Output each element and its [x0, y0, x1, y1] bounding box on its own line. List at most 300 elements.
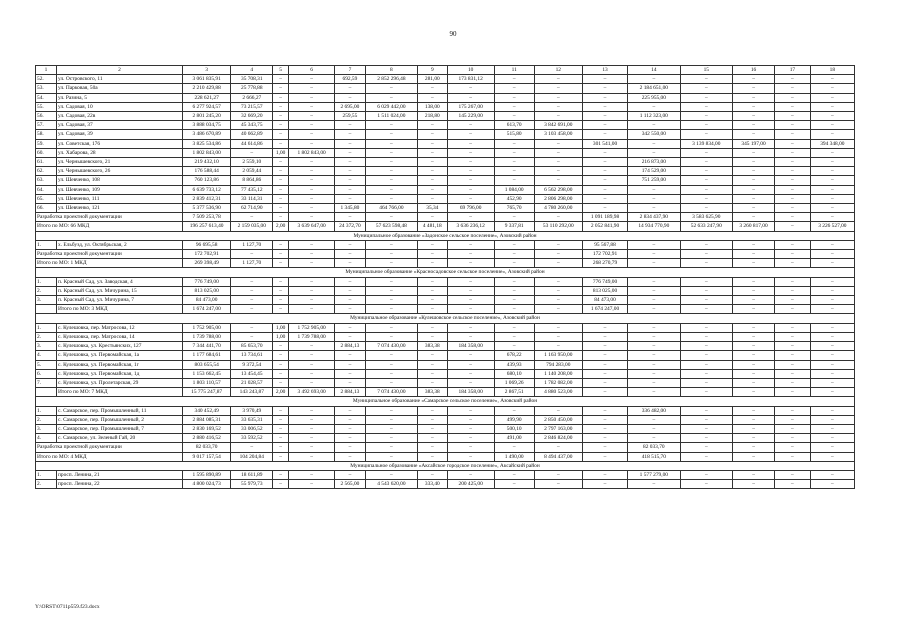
table-cell: –: [810, 470, 854, 479]
section-heading-row: [36, 461, 855, 470]
table-row: [36, 277, 855, 286]
table-cell: –: [628, 102, 680, 111]
table-cell: 692,59: [335, 75, 365, 84]
table-cell: 3 103 458,00: [534, 130, 582, 139]
address-cell: с. Самарское, пер. Промышленный, 7: [57, 424, 183, 433]
table-cell: –: [810, 369, 854, 378]
row-number: 1.: [36, 277, 57, 286]
table-cell: –: [273, 130, 289, 139]
table-row: [36, 480, 855, 489]
table-cell: –: [494, 406, 534, 415]
table-cell: –: [582, 75, 627, 84]
table-cell: –: [534, 296, 582, 305]
table-row: [36, 388, 855, 397]
table-cell: 21 028,57: [231, 378, 273, 387]
table-row: [36, 470, 855, 479]
table-cell: –: [775, 176, 811, 185]
table-row: [36, 286, 855, 295]
table-cell: –: [680, 378, 732, 387]
table-cell: –: [775, 213, 811, 222]
table-cell: –: [733, 93, 775, 102]
table-cell: –: [418, 296, 447, 305]
table-cell: –: [534, 240, 582, 249]
table-cell: –: [775, 84, 811, 93]
table-cell: –: [447, 139, 494, 148]
table-cell: 1 091 189,98: [582, 213, 627, 222]
table-cell: –: [775, 480, 811, 489]
row-number: 66.: [36, 204, 57, 213]
address-cell: ул. Чернышевского, 26: [57, 167, 183, 176]
table-cell: –: [775, 250, 811, 259]
table-cell: –: [273, 240, 289, 249]
table-cell: –: [335, 351, 365, 360]
table-cell: –: [447, 296, 494, 305]
table-cell: –: [418, 84, 447, 93]
table-cell: 6 277 924,57: [182, 102, 230, 111]
table-cell: –: [810, 434, 854, 443]
table-cell: –: [273, 112, 289, 121]
table-row: [36, 351, 855, 360]
address-cell: с. Кулешовка, пер. Матросова, 12: [57, 323, 183, 332]
table-cell: –: [810, 480, 854, 489]
table-cell: –: [273, 424, 289, 433]
table-cell: –: [733, 130, 775, 139]
table-cell: –: [289, 93, 335, 102]
table-cell: –: [273, 139, 289, 148]
table-cell: –: [447, 213, 494, 222]
table-cell: –: [289, 443, 335, 452]
table-row: [36, 158, 855, 167]
table-cell: –: [335, 332, 365, 341]
table-cell: –: [289, 167, 335, 176]
table-cell: –: [680, 158, 732, 167]
table-cell: 3 226 527,00: [810, 222, 854, 231]
table-cell: –: [628, 305, 680, 314]
table-cell: –: [418, 286, 447, 295]
table-cell: –: [680, 185, 732, 194]
table-cell: –: [534, 323, 582, 332]
table-row: [36, 185, 855, 194]
table-cell: –: [775, 185, 811, 194]
table-row: [36, 369, 855, 378]
table-cell: –: [447, 406, 494, 415]
table-cell: –: [534, 259, 582, 268]
table-cell: 2 846 824,00: [534, 434, 582, 443]
table-cell: –: [418, 415, 447, 424]
table-cell: –: [418, 176, 447, 185]
table-cell: –: [733, 204, 775, 213]
table-cell: –: [534, 277, 582, 286]
table-cell: –: [289, 305, 335, 314]
table-cell: –: [810, 167, 854, 176]
table-cell: –: [775, 342, 811, 351]
table-cell: –: [365, 296, 417, 305]
section-heading-row: [36, 231, 855, 240]
table-cell: –: [289, 480, 335, 489]
table-cell: –: [810, 323, 854, 332]
table-cell: –: [494, 112, 534, 121]
table-cell: –: [582, 102, 627, 111]
summary-row: [36, 443, 855, 452]
table-cell: 2 159 035,00: [231, 222, 273, 231]
table-cell: –: [418, 130, 447, 139]
table-cell: 394 348,00: [810, 139, 854, 148]
table-cell: –: [733, 332, 775, 341]
table-cell: –: [273, 204, 289, 213]
table-cell: –: [775, 259, 811, 268]
table-cell: 82 033,70: [182, 443, 230, 452]
table-cell: 1 595 890,89: [182, 470, 230, 479]
table-cell: 196 257 613,40: [182, 222, 230, 231]
table-cell: –: [447, 121, 494, 130]
address-cell: ул. Островского, 11: [57, 75, 183, 84]
column-number-row: [36, 66, 855, 75]
table-cell: –: [775, 102, 811, 111]
column-number: 11: [494, 66, 534, 75]
table-cell: –: [810, 424, 854, 433]
table-cell: –: [273, 277, 289, 286]
table-cell: –: [810, 296, 854, 305]
table-cell: –: [418, 378, 447, 387]
table-cell: 794 283,00: [534, 360, 582, 369]
table-cell: –: [289, 470, 335, 479]
summary-row: [36, 222, 855, 231]
table-cell: –: [534, 342, 582, 351]
table-cell: –: [289, 342, 335, 351]
table-row: [36, 342, 855, 351]
table-cell: –: [418, 360, 447, 369]
table-cell: –: [733, 84, 775, 93]
table-cell: 1 127,70: [231, 259, 273, 268]
table-cell: 3 636 236,12: [447, 222, 494, 231]
row-number: 57.: [36, 121, 57, 130]
table-cell: –: [335, 167, 365, 176]
table-cell: –: [335, 139, 365, 148]
table-cell: –: [335, 121, 365, 130]
table-row: [36, 240, 855, 249]
table-cell: –: [418, 424, 447, 433]
table-cell: –: [775, 452, 811, 461]
table-cell: –: [775, 323, 811, 332]
table-cell: –: [810, 388, 854, 397]
table-cell: –: [733, 470, 775, 479]
table-cell: –: [335, 240, 365, 249]
table-row: [36, 167, 855, 176]
table-cell: –: [810, 93, 854, 102]
table-cell: –: [810, 75, 854, 84]
table-cell: 383,38: [418, 342, 447, 351]
row-number: 52.: [36, 75, 57, 84]
row-number: 58.: [36, 130, 57, 139]
table-cell: 1 069,26: [494, 378, 534, 387]
table-cell: 184 358,00: [447, 388, 494, 397]
table-cell: –: [365, 121, 417, 130]
table-cell: –: [494, 158, 534, 167]
table-cell: 2 839 412,31: [182, 194, 230, 203]
row-number: 2.: [36, 415, 57, 424]
table-cell: –: [733, 121, 775, 130]
table-cell: –: [365, 378, 417, 387]
table-cell: –: [733, 185, 775, 194]
summary-row: [36, 259, 855, 268]
table-cell: 383,38: [418, 388, 447, 397]
row-label: Разработка проектной документации: [36, 250, 183, 259]
table-cell: –: [447, 323, 494, 332]
row-number: 1.: [36, 323, 57, 332]
table-cell: 301 541,00: [582, 139, 627, 148]
table-cell: –: [494, 305, 534, 314]
table-cell: 281,00: [418, 75, 447, 84]
table-cell: –: [289, 213, 335, 222]
table-cell: 418 515,70: [628, 452, 680, 461]
address-cell: с. Кулешовка, ул. Пролетарская, 29: [57, 378, 183, 387]
table-cell: 174 529,00: [628, 167, 680, 176]
table-cell: –: [273, 194, 289, 203]
table-cell: 2 695,00: [335, 102, 365, 111]
table-cell: –: [534, 213, 582, 222]
table-cell: –: [810, 452, 854, 461]
table-cell: 104 204,84: [231, 452, 273, 461]
table-cell: 184 358,00: [447, 342, 494, 351]
table-cell: –: [810, 342, 854, 351]
table-cell: –: [273, 286, 289, 295]
table-cell: –: [273, 351, 289, 360]
table-cell: –: [775, 434, 811, 443]
table-cell: –: [680, 240, 732, 249]
table-cell: –: [273, 360, 289, 369]
table-cell: 33 635,31: [231, 415, 273, 424]
table-row: [36, 139, 855, 148]
table-cell: –: [273, 121, 289, 130]
table-cell: 2 184 651,00: [628, 84, 680, 93]
table-cell: –: [680, 434, 732, 443]
table-cell: –: [733, 452, 775, 461]
row-label: Итого по МО: 66 МКД: [36, 222, 183, 231]
table-cell: –: [418, 250, 447, 259]
table-cell: –: [680, 480, 732, 489]
table-cell: 2 059,44: [231, 167, 273, 176]
column-number: 14: [628, 66, 680, 75]
table-cell: –: [418, 406, 447, 415]
table-cell: –: [289, 406, 335, 415]
row-number: 64.: [36, 185, 57, 194]
table-cell: 2 806 298,00: [534, 194, 582, 203]
table-cell: –: [733, 323, 775, 332]
table-cell: –: [733, 213, 775, 222]
table-cell: –: [447, 424, 494, 433]
table-cell: –: [810, 158, 854, 167]
table-cell: –: [418, 443, 447, 452]
table-cell: –: [680, 75, 732, 84]
table-cell: 1 084,00: [494, 185, 534, 194]
table-cell: –: [534, 148, 582, 157]
column-number: 2: [57, 66, 183, 75]
section-heading: Муниципальное образование «Аксайское городское поселение», Аксайский район: [36, 461, 855, 470]
table-cell: –: [494, 277, 534, 286]
table-cell: –: [273, 158, 289, 167]
table-cell: –: [810, 213, 854, 222]
table-cell: –: [365, 406, 417, 415]
table-cell: 3 970,49: [231, 406, 273, 415]
table-cell: –: [335, 93, 365, 102]
table-cell: –: [289, 296, 335, 305]
table-cell: –: [680, 296, 732, 305]
row-number: 5.: [36, 360, 57, 369]
table-cell: 776 749,00: [182, 277, 230, 286]
table-cell: –: [810, 406, 854, 415]
table-cell: 269 398,49: [182, 259, 230, 268]
table-cell: –: [494, 480, 534, 489]
table-cell: 55 979,73: [231, 480, 273, 489]
table-cell: –: [733, 194, 775, 203]
address-cell: с. Кулешовка, ул. Первомайская, 1г: [57, 360, 183, 369]
column-number: 3: [182, 66, 230, 75]
table-cell: 33 006,52: [231, 424, 273, 433]
table-cell: –: [534, 480, 582, 489]
table-cell: –: [273, 176, 289, 185]
table-cell: –: [628, 369, 680, 378]
summary-row: [36, 452, 855, 461]
table-cell: –: [775, 222, 811, 231]
table-cell: –: [628, 424, 680, 433]
table-cell: –: [680, 332, 732, 341]
table-cell: –: [534, 93, 582, 102]
table-cell: 35,34: [418, 204, 447, 213]
table-cell: –: [289, 112, 335, 121]
table-cell: 259,55: [335, 112, 365, 121]
table-cell: 172 702,91: [182, 250, 230, 259]
row-number: 2.: [36, 480, 57, 489]
table-cell: –: [447, 434, 494, 443]
table-cell: –: [582, 369, 627, 378]
table-cell: 1 802 843,00: [182, 148, 230, 157]
table-cell: –: [289, 121, 335, 130]
table-cell: –: [680, 323, 732, 332]
table-cell: 4 543 620,00: [365, 480, 417, 489]
table-cell: 1 112 323,00: [628, 112, 680, 121]
table-cell: –: [733, 415, 775, 424]
table-cell: –: [273, 406, 289, 415]
table-cell: –: [582, 93, 627, 102]
table-cell: –: [810, 130, 854, 139]
table-cell: 2 801 245,20: [182, 112, 230, 121]
table-cell: –: [447, 93, 494, 102]
table-cell: –: [680, 277, 732, 286]
table-cell: –: [494, 139, 534, 148]
table-cell: –: [289, 204, 335, 213]
table-cell: –: [273, 369, 289, 378]
table-cell: –: [365, 148, 417, 157]
address-cell: с. Кулешовка, ул. Первомайская, 1д: [57, 369, 183, 378]
table-cell: –: [680, 93, 732, 102]
column-number: 18: [810, 66, 854, 75]
table-cell: –: [273, 415, 289, 424]
table-cell: –: [810, 351, 854, 360]
table-cell: –: [494, 332, 534, 341]
table-cell: 1 802 843,00: [289, 148, 335, 157]
table-cell: –: [628, 121, 680, 130]
table-cell: 1 177 684,61: [182, 351, 230, 360]
table-cell: –: [273, 167, 289, 176]
table-cell: –: [273, 185, 289, 194]
table-cell: –: [810, 204, 854, 213]
table-cell: –: [582, 185, 627, 194]
table-cell: –: [447, 332, 494, 341]
section-heading: Муниципальное образование «Красносадовское сельское поселение», Азовский район: [36, 268, 855, 277]
table-cell: –: [273, 102, 289, 111]
table-cell: –: [231, 305, 273, 314]
table-row: [36, 424, 855, 433]
table-cell: –: [810, 250, 854, 259]
table-cell: –: [289, 194, 335, 203]
table-cell: –: [628, 323, 680, 332]
table-cell: –: [582, 112, 627, 121]
table-cell: –: [273, 93, 289, 102]
table-cell: –: [231, 332, 273, 341]
table-cell: 1 782 082,00: [534, 378, 582, 387]
table-cell: –: [582, 204, 627, 213]
table-cell: 2 852 296,48: [365, 75, 417, 84]
column-number: 16: [733, 66, 775, 75]
table-cell: –: [289, 424, 335, 433]
column-number: 1: [36, 66, 57, 75]
table-cell: –: [273, 480, 289, 489]
table-cell: –: [335, 250, 365, 259]
table-cell: –: [447, 176, 494, 185]
table-cell: –: [289, 360, 335, 369]
table-cell: –: [418, 305, 447, 314]
section-heading-row: [36, 397, 855, 406]
table-cell: –: [680, 406, 732, 415]
table-cell: –: [680, 84, 732, 93]
address-cell: ул. Шевченко, 108: [57, 176, 183, 185]
table-cell: –: [582, 332, 627, 341]
table-cell: –: [418, 185, 447, 194]
table-cell: –: [289, 369, 335, 378]
table-cell: –: [289, 277, 335, 286]
table-cell: 2 884,13: [335, 342, 365, 351]
table-cell: –: [733, 259, 775, 268]
table-cell: –: [680, 424, 732, 433]
table-cell: –: [418, 434, 447, 443]
table-cell: –: [335, 194, 365, 203]
table-cell: –: [365, 259, 417, 268]
table-cell: –: [775, 93, 811, 102]
table-cell: –: [418, 332, 447, 341]
table-cell: –: [365, 158, 417, 167]
table-cell: 173 831,12: [447, 75, 494, 84]
table-cell: –: [335, 148, 365, 157]
table-cell: 176 588,44: [182, 167, 230, 176]
table-cell: 7 344 441,70: [182, 342, 230, 351]
table-cell: –: [447, 351, 494, 360]
table-cell: 1 803 110,57: [182, 378, 230, 387]
table-cell: –: [418, 259, 447, 268]
table-cell: –: [628, 194, 680, 203]
table-cell: –: [447, 259, 494, 268]
table-cell: –: [335, 369, 365, 378]
table-cell: 6 029 442,00: [365, 102, 417, 111]
table-cell: –: [810, 194, 854, 203]
table-cell: –: [680, 470, 732, 479]
table-cell: –: [680, 305, 732, 314]
table-cell: 9 017 157,54: [182, 452, 230, 461]
table-cell: –: [494, 93, 534, 102]
file-path-footer: Y:\ORST\0711p559.f23.docx: [35, 604, 100, 610]
table-cell: –: [335, 130, 365, 139]
table-cell: –: [365, 185, 417, 194]
row-number: 62.: [36, 167, 57, 176]
